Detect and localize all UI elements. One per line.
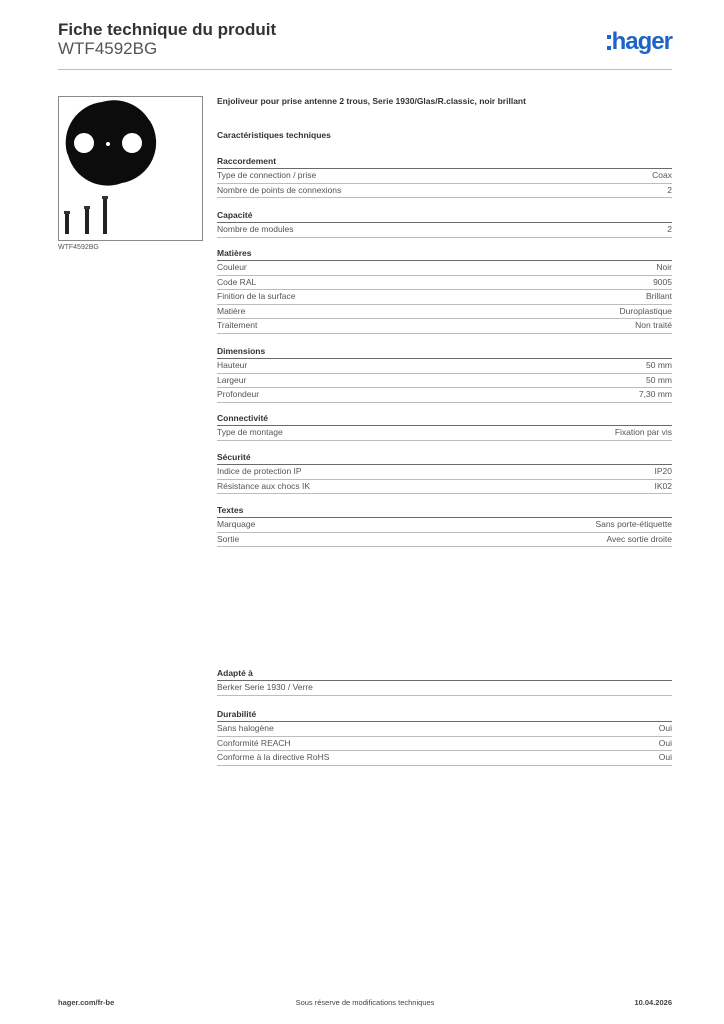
spec-label: Nombre de points de connexions	[217, 184, 342, 195]
spec-label: Nombre de modules	[217, 224, 294, 234]
spec-row	[217, 465, 672, 480]
spec-row	[217, 169, 672, 184]
spec-section	[217, 503, 672, 547]
footer-date: 10.04.2026	[634, 998, 672, 1007]
spec-label: Finition de la surface	[217, 291, 296, 301]
spec-label: Sortie	[217, 533, 240, 544]
spec-value: Avec sortie droite	[606, 533, 672, 544]
spec-row	[217, 388, 672, 403]
product-description: Enjoliveur pour prise antenne 2 trous, Serie 1930/Glas/R.classic, noir brillant	[217, 96, 526, 106]
spec-value: 50 mm	[646, 374, 672, 385]
section-title: Sécurité	[217, 450, 672, 465]
spec-row	[217, 722, 672, 737]
footer-notice: Sous réserve de modifications techniques	[295, 998, 435, 1007]
spec-label: Indice de protection IP	[217, 466, 302, 476]
spec-row	[217, 518, 672, 533]
spec-row	[217, 276, 672, 291]
page-title: Fiche technique du produit	[58, 20, 277, 39]
section-title: Capacité	[217, 208, 672, 223]
spec-row	[217, 480, 672, 495]
spec-value: Oui	[658, 723, 672, 733]
spec-value: Coax	[652, 170, 672, 180]
spec-row	[217, 359, 672, 374]
spec-value: Fixation par vis	[614, 427, 672, 437]
product-reference: WTF4592BG	[58, 39, 158, 58]
spec-label: Type de montage	[217, 427, 283, 437]
spec-label: Hauteur	[217, 360, 248, 370]
spec-label: Résistance aux chocs IK	[217, 480, 311, 491]
spec-row	[217, 223, 672, 238]
spec-row	[217, 681, 672, 696]
spec-section	[217, 344, 672, 403]
footer-website-link[interactable]: hager.com/fr-be	[58, 998, 115, 1007]
spec-label: Couleur	[217, 262, 247, 272]
spec-value: Non traité	[635, 320, 672, 330]
spec-label: Type de connection / prise	[217, 170, 317, 180]
section-title: Connectivité	[217, 411, 672, 426]
spec-label: Conforme à la directive RoHS	[217, 752, 330, 762]
product-image	[58, 96, 203, 241]
spec-row	[217, 290, 672, 305]
spec-row	[217, 305, 672, 320]
spec-row	[217, 737, 672, 752]
spec-section	[217, 154, 672, 198]
spec-row	[217, 319, 672, 334]
section-title: Matières	[217, 246, 672, 261]
spec-value: IK02	[654, 480, 672, 491]
spec-section	[217, 450, 672, 494]
spec-value: 50 mm	[646, 360, 672, 370]
logo-text: hager	[611, 28, 672, 55]
logo-dots-icon	[607, 35, 611, 50]
page-footer	[58, 998, 672, 1010]
spec-section	[217, 411, 672, 441]
spec-label: Matière	[217, 305, 246, 316]
spec-row	[217, 261, 672, 276]
section-title: Dimensions	[217, 344, 672, 359]
spec-label: Conformité REACH	[217, 737, 291, 748]
product-cover-plate-icon	[59, 97, 202, 240]
spec-value: 2	[667, 184, 672, 195]
page-header	[58, 20, 672, 70]
spec-label: Marquage	[217, 519, 256, 529]
image-caption: WTF4592BG	[58, 244, 99, 251]
spec-row	[217, 184, 672, 199]
spec-label: Profondeur	[217, 389, 260, 399]
section-title: Durabilité	[217, 707, 672, 722]
spec-value: 7,30 mm	[638, 389, 672, 399]
spec-value: Sans porte-étiquette	[595, 519, 672, 529]
spec-value: Brillant	[646, 291, 672, 301]
spec-section	[217, 208, 672, 238]
spec-section	[217, 666, 672, 696]
spec-value: Oui	[658, 737, 672, 748]
spec-label: Code RAL	[217, 276, 257, 287]
spec-label: Sans halogène	[217, 723, 274, 733]
spec-label: Traitement	[217, 320, 258, 330]
spec-row	[217, 751, 672, 766]
spec-value: 2	[667, 224, 672, 234]
spec-value: Oui	[658, 752, 672, 762]
section-title: Adapté à	[217, 666, 672, 681]
spec-section	[217, 246, 672, 334]
spec-value: Duroplastique	[619, 305, 672, 316]
section-title: Raccordement	[217, 154, 672, 169]
technical-characteristics-heading: Caractéristiques techniques	[217, 130, 331, 140]
spec-row	[217, 426, 672, 441]
spec-row	[217, 533, 672, 548]
spec-value: IP20	[654, 466, 672, 476]
spec-label: Berker Serie 1930 / Verre	[217, 682, 313, 692]
spec-value: Noir	[656, 262, 672, 272]
section-title: Textes	[217, 503, 672, 518]
spec-section	[217, 707, 672, 766]
spec-row	[217, 374, 672, 389]
spec-value: 9005	[653, 276, 672, 287]
spec-label: Largeur	[217, 374, 247, 385]
hager-logo	[607, 29, 672, 55]
